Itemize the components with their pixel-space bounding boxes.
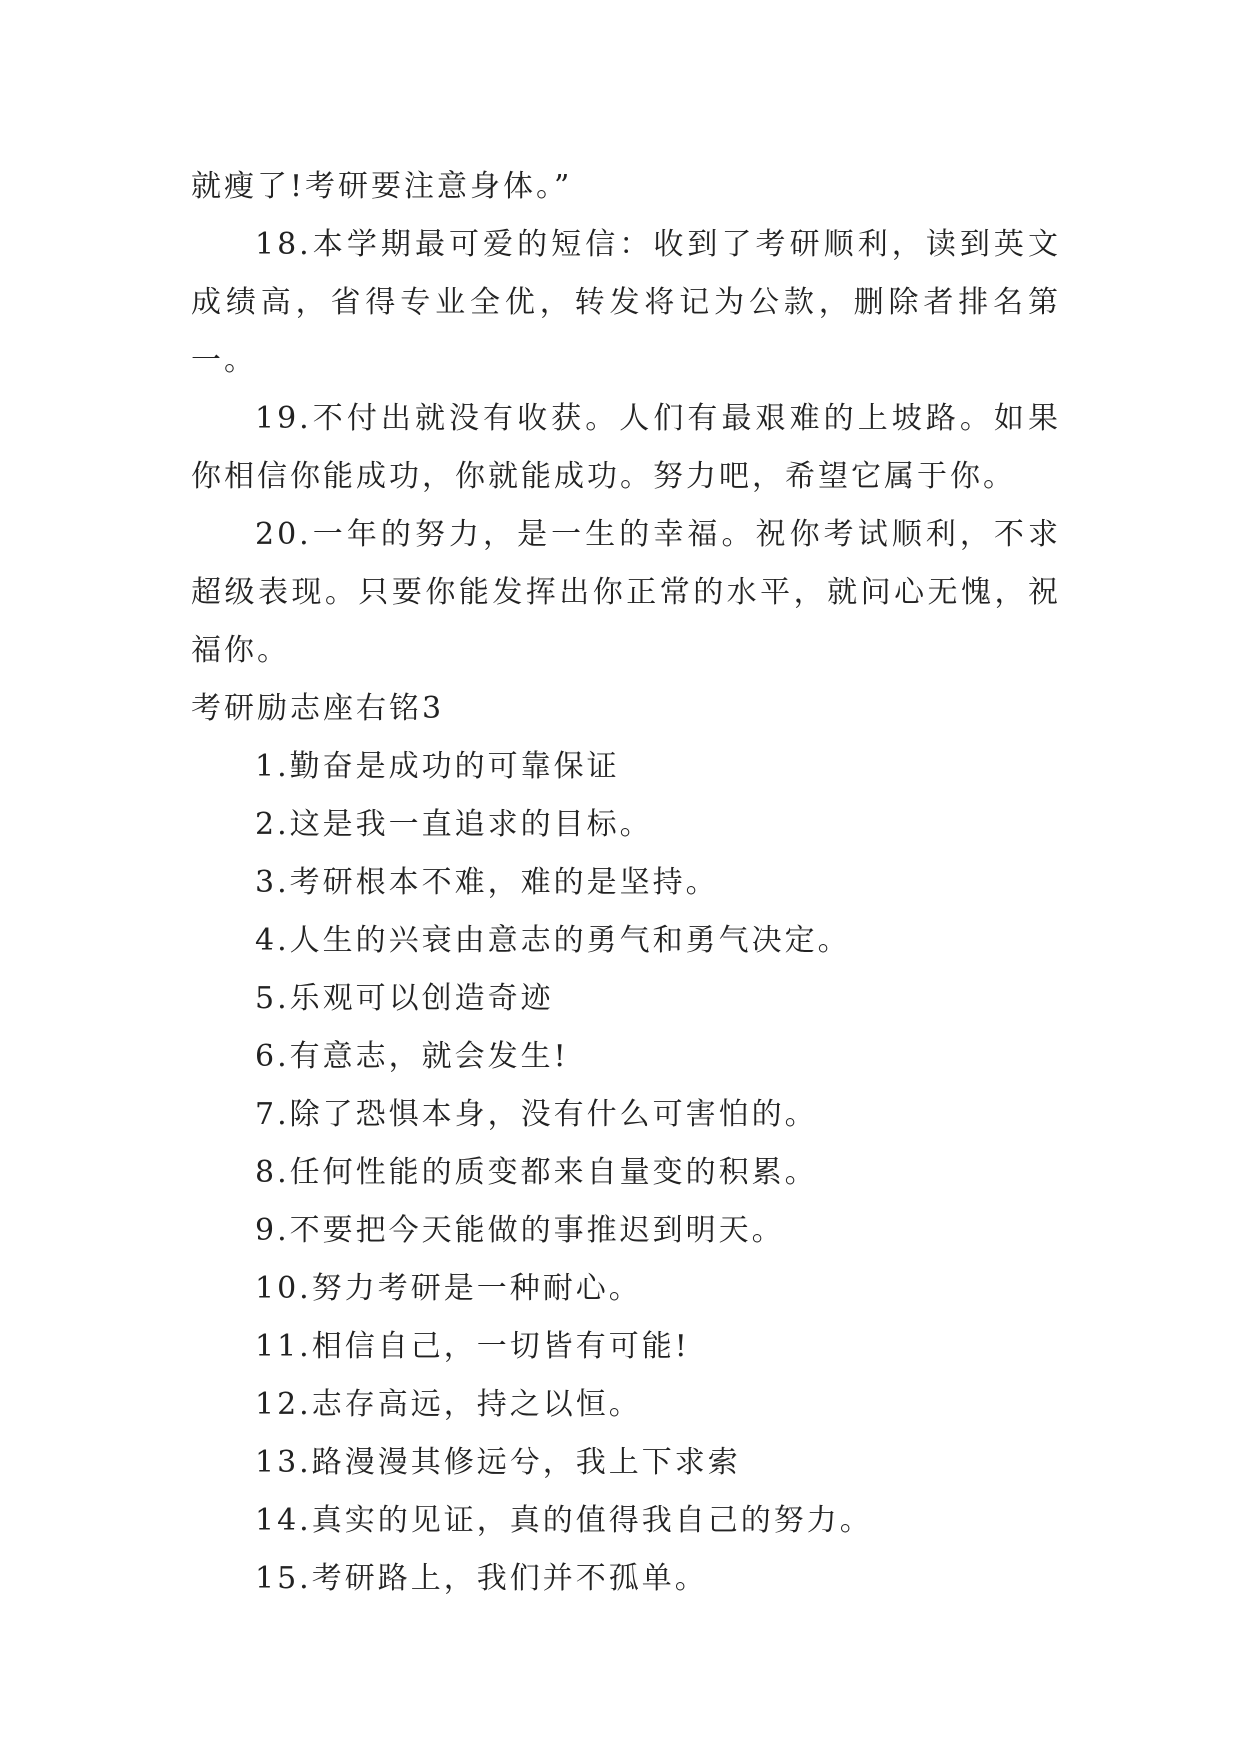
list-item: 12.志存高远，持之以恒。 — [255, 1387, 642, 1422]
document-body — [191, 158, 1061, 1608]
list-item: 8.任何性能的质变都来自量变的积累。 — [255, 1155, 818, 1190]
continuation-text: 就瘦了!考研要注意身体。” — [191, 169, 573, 204]
list-item: 3.考研根本不难，难的是坚持。 — [255, 865, 719, 900]
list-item: 5.乐观可以创造奇迹 — [255, 981, 554, 1016]
list-item: 15.考研路上，我们并不孤单。 — [255, 1561, 708, 1596]
list-item: 6.有意志，就会发生! — [255, 1039, 569, 1074]
paragraph-20: 20.一年的努力，是一生的幸福。祝你考试顺利，不求超级表现。只要你能发挥出你正常的水平，就问心无愧，祝福你。 — [191, 517, 1061, 668]
list-item: 9.不要把今天能做的事推迟到明天。 — [255, 1213, 785, 1248]
list-item: 13.路漫漫其修远兮，我上下求索 — [255, 1445, 741, 1480]
paragraph-19: 19.不付出就没有收获。人们有最艰难的上坡路。如果你相信你能成功，你就能成功。努力吧，希望它属于你。 — [191, 401, 1061, 494]
section-title: 考研励志座右铭3 — [191, 691, 445, 726]
list-item: 1.勤奋是成功的可靠保证 — [255, 749, 620, 784]
paragraph-18: 18.本学期最可爱的短信：收到了考研顺利，读到英文成绩高，省得专业全优，转发将记为公款，删除者排名第一。 — [191, 227, 1061, 378]
list-item: 11.相信自己，一切皆有可能! — [255, 1329, 690, 1364]
list-item: 7.除了恐惧本身，没有什么可害怕的。 — [255, 1097, 818, 1132]
list-item: 4.人生的兴衰由意志的勇气和勇气决定。 — [255, 923, 851, 958]
list-item: 10.努力考研是一种耐心。 — [255, 1271, 642, 1306]
list-item: 2.这是我一直追求的目标。 — [255, 807, 653, 842]
list-item: 14.真实的见证，真的值得我自己的努力。 — [255, 1503, 873, 1538]
